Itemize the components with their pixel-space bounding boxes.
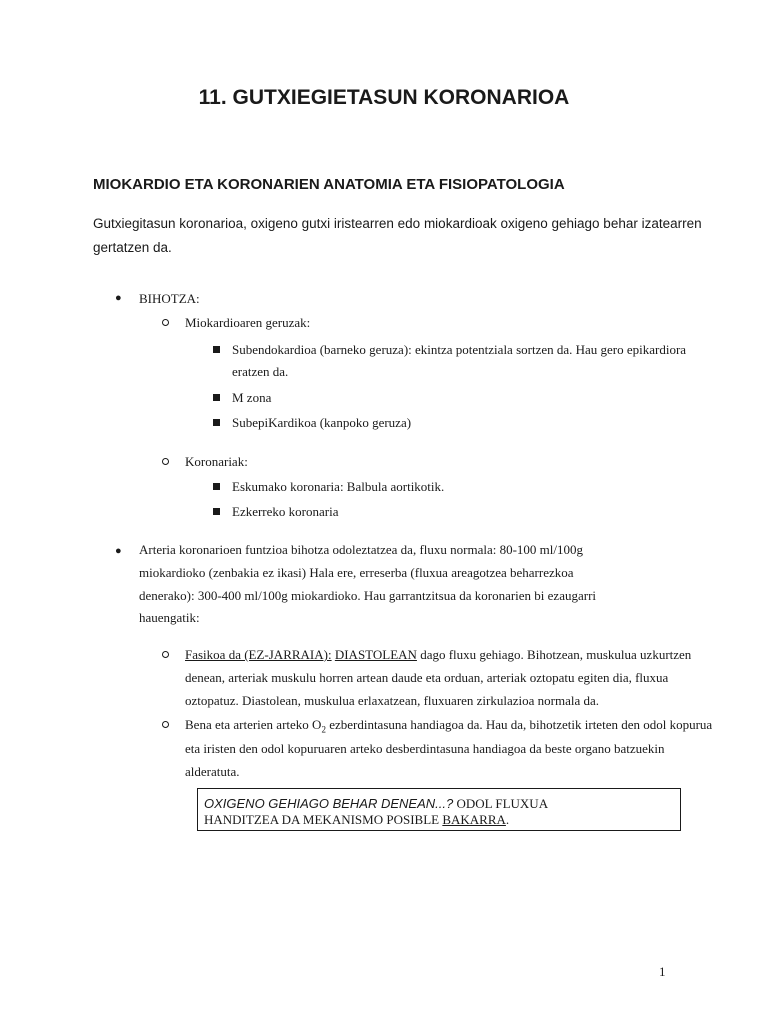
note-text-2: HANDITZEA DA MEKANISMO POSIBLE (204, 812, 443, 827)
arteria-line-1: Arteria koronarioen funtzioa bihotza odoleztatzea da, fluxu normala: 80-100 ml/100g (139, 542, 584, 557)
koronariak-label: Koronariak: (185, 454, 248, 469)
note-line-2 (204, 812, 509, 828)
diastolean-underlined: DIASTOLEAN (334, 647, 417, 662)
bullet-dot: ● (115, 545, 122, 557)
bena-line-2: eta iristen den odol kopuruaren arteko desberdintasuna handiagoa da beste organo batzuekin (185, 741, 665, 756)
fasikoa-line-2: denean, arteriak muskulu horren artean daude eta orduan, arteriak oztopatu egiten dia, fluxua (185, 670, 669, 685)
page-number: 1 (659, 964, 666, 979)
fasikoa-line-3: oztopatuz. Diastolean, muskulua erlaxatzean, fluxuaren zirkulazioa normala da. (185, 693, 600, 708)
bena-line-1 (185, 717, 712, 735)
note-question: OXIGENO GEHIAGO BEHAR DENEAN...? (204, 796, 454, 811)
miokardio-item-3: SubepiKardikoa (kanpoko geruza) (232, 415, 412, 430)
fasikoa-line-1 (185, 647, 691, 663)
square-bullet (213, 394, 220, 401)
square-bullet (213, 419, 220, 426)
miokardio-item-2: M zona (232, 390, 272, 405)
note-underlined: BAKARRA (442, 812, 506, 827)
bena-text-b: ezberdintasuna handiagoa da. Hau da, bihotzetik irteten den odol kopurua (325, 717, 713, 732)
section-heading: MIOKARDIO ETA KORONARIEN ANATOMIA ETA FISIOPATOLOGIA (93, 176, 565, 193)
miokardio-item-1-line-2: eratzen da. (232, 364, 289, 379)
document-title: 11. GUTXIEGIETASUN KORONARIOA (198, 86, 570, 109)
bena-line-3: alderatuta. (185, 764, 240, 779)
circle-bullet (162, 651, 169, 658)
miokardio-label: Miokardioaren geruzak: (185, 315, 311, 330)
intro-line-2: gertatzen da. (93, 240, 172, 255)
square-bullet (213, 508, 220, 515)
fasikoa-underlined-term: Fasikoa da (EZ-JARRAIA): (185, 647, 332, 662)
circle-bullet (162, 458, 169, 465)
note-line-1 (204, 796, 548, 812)
note-box (197, 788, 681, 831)
koronariak-item-1: Eskumako koronaria: Balbula aortikotik. (232, 479, 445, 494)
fasikoa-rest: dago fluxu gehiago. Bihotzean, muskulua uzkurtzen (416, 647, 692, 662)
miokardio-item-1-line-1: Subendokardioa (barneko geruza): ekintza potentziala sortzen da. Hau gero epikardiora (232, 342, 687, 357)
subscript-2: 2 (321, 724, 326, 735)
note-text-1: ODOL FLUXUA (453, 796, 549, 811)
square-bullet (213, 483, 220, 490)
note-end: . (505, 812, 510, 827)
koronariak-item-2: Ezkerreko koronaria (232, 504, 339, 519)
arteria-line-4: hauengatik: (139, 610, 200, 625)
bullet-dot: ● (115, 292, 122, 304)
arteria-line-3: denerako): 300-400 ml/100g miokardioko. Hau garrantzitsua da koronarien bi ezaugarri (139, 588, 597, 603)
circle-bullet (162, 721, 169, 728)
intro-line-1: Gutxiegitasun koronarioa, oxigeno gutxi iristearren edo miokardioak oxigeno gehiago behar izatearren (93, 216, 702, 231)
bena-text-a: Bena eta arterien arteko O (185, 717, 322, 732)
square-bullet (213, 346, 220, 353)
circle-bullet (162, 319, 169, 326)
bihotza-label: BIHOTZA: (139, 291, 200, 306)
arteria-line-2: miokardioko (zenbakia ez ikasi) Hala ere, erreserba (fluxua areagotzea beharrezkoa (139, 565, 574, 580)
